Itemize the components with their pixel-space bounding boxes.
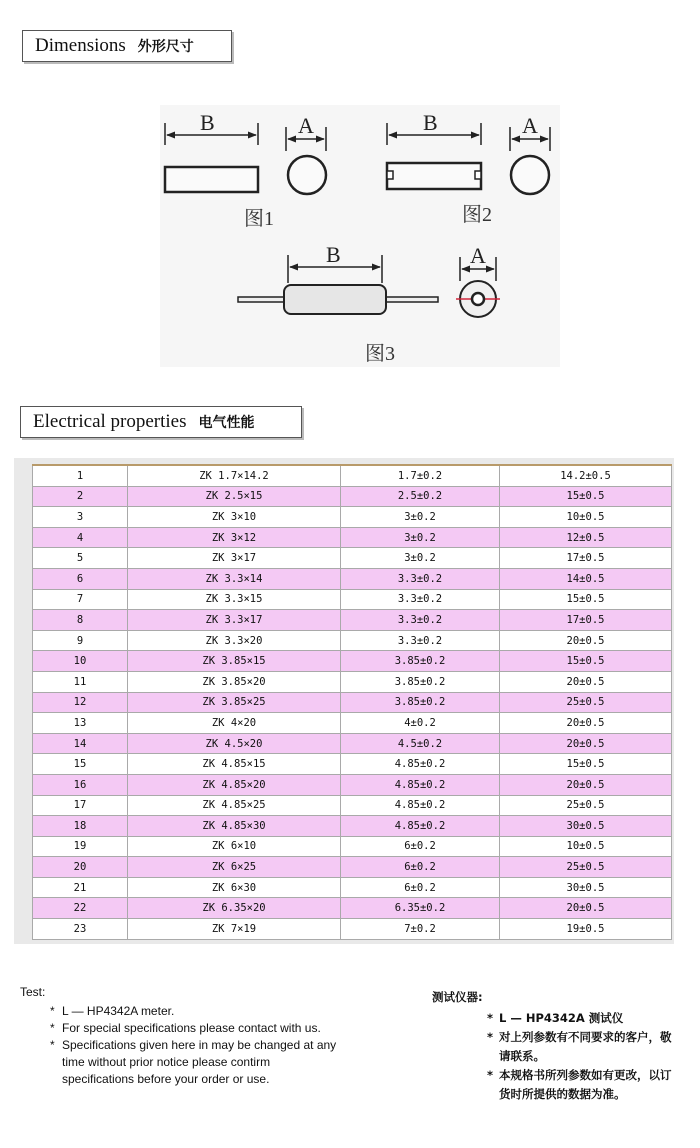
model-cell: ZK 6×25	[128, 857, 341, 878]
model-cell: ZK 2.5×15	[128, 486, 341, 507]
table-row	[33, 877, 672, 898]
dimension-b-cell: 10±0.5	[500, 507, 672, 528]
dimension-a-cell: 1.7±0.2	[341, 465, 500, 486]
test-notes-en-title: Test:	[20, 985, 46, 999]
model-cell: ZK 3.85×15	[128, 651, 341, 672]
row-number: 2	[33, 486, 128, 507]
table-row	[33, 610, 672, 631]
dimension-b-cell: 20±0.5	[500, 733, 672, 754]
test-notes-en-list	[20, 1003, 340, 1088]
dimension-b-cell: 30±0.5	[500, 816, 672, 837]
model-cell: ZK 3.85×25	[128, 692, 341, 713]
model-cell: ZK 3.3×15	[128, 589, 341, 610]
dimension-a-cell: 6±0.2	[341, 877, 500, 898]
dimension-a-cell: 3.3±0.2	[341, 568, 500, 589]
table-row	[33, 898, 672, 919]
dimension-a-cell: 3.85±0.2	[341, 692, 500, 713]
model-cell: ZK 6×30	[128, 877, 341, 898]
row-number: 5	[33, 548, 128, 569]
spec-table-panel	[14, 458, 674, 944]
figure-1	[165, 110, 326, 230]
table-row	[33, 548, 672, 569]
fig1-dim-b-label: B	[200, 110, 215, 135]
table-row	[33, 919, 672, 940]
model-cell: ZK 3×12	[128, 527, 341, 548]
table-row	[33, 774, 672, 795]
model-cell: ZK 4.85×20	[128, 774, 341, 795]
dimension-drawings	[160, 105, 560, 367]
row-number: 17	[33, 795, 128, 816]
electrical-title-en: Electrical properties	[33, 411, 187, 432]
dimension-a-cell: 4.85±0.2	[341, 774, 500, 795]
dimension-a-cell: 3.3±0.2	[341, 630, 500, 651]
table-row	[33, 692, 672, 713]
note-item: * Specifications given here in may be changed at any time without prior notice please contirm specifications before your order or use.	[50, 1037, 340, 1088]
dimension-b-cell: 19±0.5	[500, 919, 672, 940]
dimension-a-cell: 4.5±0.2	[341, 733, 500, 754]
model-cell: ZK 3×10	[128, 507, 341, 528]
note-item: * For special specifications please contact with us.	[50, 1020, 340, 1037]
row-number: 8	[33, 610, 128, 631]
dimension-a-cell: 6±0.2	[341, 857, 500, 878]
dimension-b-cell: 25±0.5	[500, 857, 672, 878]
model-cell: ZK 1.7×14.2	[128, 465, 341, 486]
note-item: * L — HP4342A 测试仪	[487, 1009, 682, 1028]
model-cell: ZK 6.35×20	[128, 898, 341, 919]
row-number: 22	[33, 898, 128, 919]
dimension-a-cell: 6.35±0.2	[341, 898, 500, 919]
model-cell: ZK 4×20	[128, 713, 341, 734]
model-cell: ZK 4.85×30	[128, 816, 341, 837]
row-number: 23	[33, 919, 128, 940]
model-cell: ZK 4.85×25	[128, 795, 341, 816]
model-cell: ZK 4.85×15	[128, 754, 341, 775]
dimension-a-cell: 3.3±0.2	[341, 610, 500, 631]
model-cell: ZK 3.85×20	[128, 671, 341, 692]
row-number: 3	[33, 507, 128, 528]
dimension-a-cell: 4.85±0.2	[341, 816, 500, 837]
dimensions-title-zh: 外形尺寸	[137, 39, 194, 55]
figure-2-label: 图2	[462, 204, 492, 226]
dimension-b-cell: 14.2±0.5	[500, 465, 672, 486]
row-number: 14	[33, 733, 128, 754]
table-row	[33, 465, 672, 486]
row-number: 18	[33, 816, 128, 837]
test-notes-zh-title: 测试仪器:	[432, 990, 483, 1004]
dimension-a-cell: 3.85±0.2	[341, 671, 500, 692]
fig2-dim-b-label: B	[423, 110, 438, 135]
model-cell: ZK 3.3×14	[128, 568, 341, 589]
dimension-b-cell: 20±0.5	[500, 671, 672, 692]
dimension-b-cell: 20±0.5	[500, 713, 672, 734]
dimension-b-cell: 25±0.5	[500, 795, 672, 816]
figure-3	[238, 242, 500, 365]
row-number: 16	[33, 774, 128, 795]
note-item: * L — HP4342A meter.	[50, 1003, 340, 1020]
dimensions-title-en: Dimensions	[35, 35, 126, 56]
row-number: 19	[33, 836, 128, 857]
note-item: * 本规格书所列参数如有更改，以订货时所提供的数据为准。	[487, 1066, 682, 1104]
dimension-b-cell: 20±0.5	[500, 630, 672, 651]
electrical-heading	[20, 406, 302, 438]
dimension-b-cell: 17±0.5	[500, 548, 672, 569]
dimension-a-cell: 4±0.2	[341, 713, 500, 734]
test-notes-zh-list	[432, 1009, 682, 1104]
note-item: * 对上列参数有不同要求的客户，敬请联系。	[487, 1028, 682, 1066]
dimension-a-cell: 6±0.2	[341, 836, 500, 857]
dimension-b-cell: 15±0.5	[500, 754, 672, 775]
row-number: 15	[33, 754, 128, 775]
table-row	[33, 486, 672, 507]
dimension-a-cell: 4.85±0.2	[341, 754, 500, 775]
dimension-a-cell: 4.85±0.2	[341, 795, 500, 816]
row-number: 9	[33, 630, 128, 651]
row-number: 1	[33, 465, 128, 486]
dimension-b-cell: 20±0.5	[500, 774, 672, 795]
spec-table	[32, 464, 672, 940]
dimension-b-cell: 15±0.5	[500, 651, 672, 672]
figure-2	[387, 110, 550, 226]
dimension-b-cell: 17±0.5	[500, 610, 672, 631]
table-row	[33, 651, 672, 672]
table-row	[33, 713, 672, 734]
table-row	[33, 733, 672, 754]
dimension-a-cell: 3±0.2	[341, 507, 500, 528]
table-row	[33, 589, 672, 610]
dimension-b-cell: 25±0.5	[500, 692, 672, 713]
test-notes-zh	[432, 988, 682, 1104]
row-number: 10	[33, 651, 128, 672]
fig2-dim-a-label: A	[522, 113, 538, 138]
dimension-a-cell: 2.5±0.2	[341, 486, 500, 507]
dimension-a-cell: 3.3±0.2	[341, 589, 500, 610]
dimension-b-cell: 20±0.5	[500, 898, 672, 919]
row-number: 12	[33, 692, 128, 713]
dimension-b-cell: 15±0.5	[500, 589, 672, 610]
row-number: 20	[33, 857, 128, 878]
dimension-drawings-svg	[160, 105, 560, 367]
figure-1-label: 图1	[244, 208, 274, 230]
table-row	[33, 795, 672, 816]
model-cell: ZK 7×19	[128, 919, 341, 940]
fig3-dim-b-label: B	[326, 242, 341, 267]
row-number: 11	[33, 671, 128, 692]
row-number: 7	[33, 589, 128, 610]
dimension-b-cell: 10±0.5	[500, 836, 672, 857]
row-number: 4	[33, 527, 128, 548]
row-number: 13	[33, 713, 128, 734]
electrical-title-zh: 电气性能	[198, 415, 255, 431]
dimension-a-cell: 7±0.2	[341, 919, 500, 940]
dimension-b-cell: 30±0.5	[500, 877, 672, 898]
table-row	[33, 754, 672, 775]
table-row	[33, 527, 672, 548]
test-notes-en	[20, 984, 340, 1088]
row-number: 21	[33, 877, 128, 898]
dimension-b-cell: 14±0.5	[500, 568, 672, 589]
model-cell: ZK 4.5×20	[128, 733, 341, 754]
model-cell: ZK 6×10	[128, 836, 341, 857]
dimensions-heading	[22, 30, 232, 62]
fig3-dim-a-label: A	[470, 243, 486, 268]
dimension-a-cell: 3.85±0.2	[341, 651, 500, 672]
model-cell: ZK 3.3×17	[128, 610, 341, 631]
figure-3-label: 图3	[365, 343, 395, 365]
table-row	[33, 671, 672, 692]
model-cell: ZK 3×17	[128, 548, 341, 569]
dimension-a-cell: 3±0.2	[341, 527, 500, 548]
dimension-b-cell: 12±0.5	[500, 527, 672, 548]
table-row	[33, 836, 672, 857]
table-row	[33, 630, 672, 651]
model-cell: ZK 3.3×20	[128, 630, 341, 651]
dimension-a-cell: 3±0.2	[341, 548, 500, 569]
table-row	[33, 816, 672, 837]
table-row	[33, 857, 672, 878]
table-row	[33, 568, 672, 589]
fig1-dim-a-label: A	[298, 113, 314, 138]
row-number: 6	[33, 568, 128, 589]
dimension-b-cell: 15±0.5	[500, 486, 672, 507]
table-row	[33, 507, 672, 528]
